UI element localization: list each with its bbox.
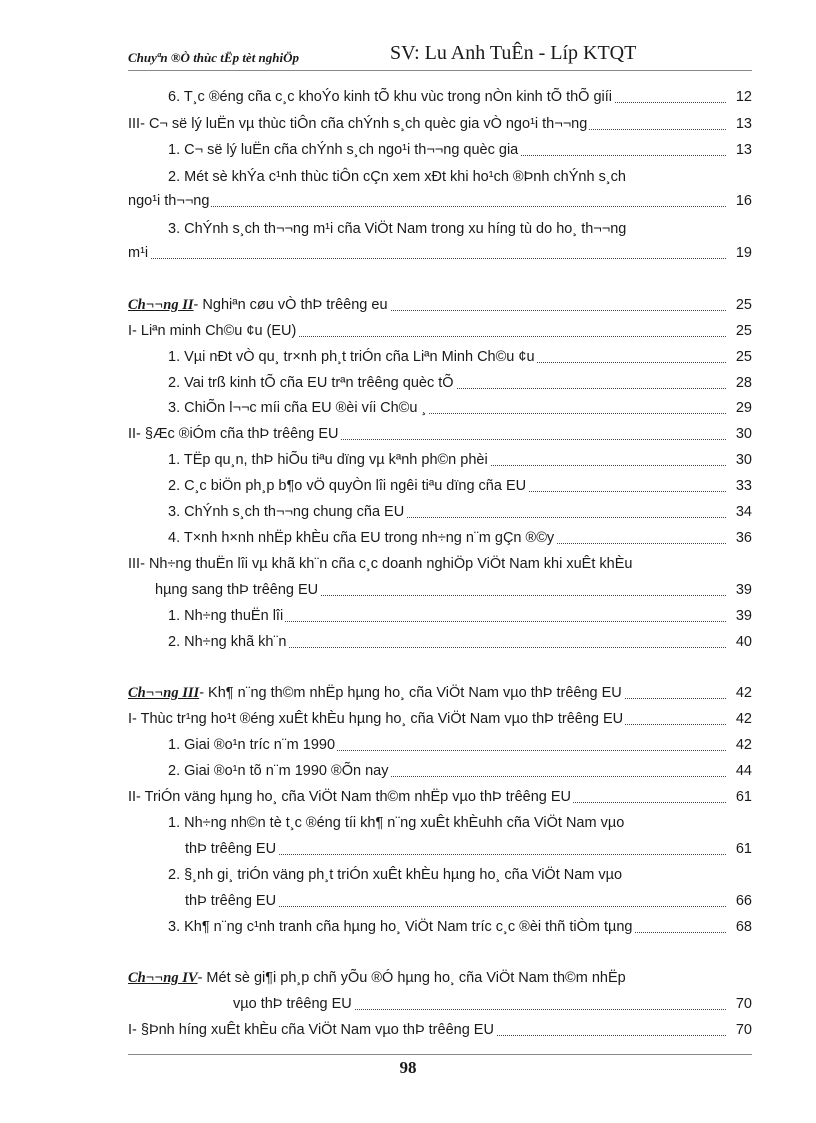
page-number: 98 [399,1058,417,1077]
toc-entry-page: 39 [733,579,752,601]
toc-entry-text: 1. Giai ®o¹n tríc n¨m 1990 [168,734,337,756]
page-header [128,44,750,70]
toc-entry [128,113,752,135]
header-rule [128,70,752,71]
toc-entry-text: - Mét sè gi¶i ph¸p chñ yÕu ®Ó hµng ho¸ cña ViÖt Nam th©m nhËp [197,970,626,986]
toc-entry [168,501,752,523]
toc-entry [168,605,752,627]
toc-entry-text: 2. Vai trß kinh tÕ cña EU trªn trêêng quèc tÕ [168,372,456,394]
toc-chapter-entry [128,682,752,704]
toc-entry [128,1019,752,1041]
toc-entry-text: 2. Nh÷ng khã kh¨n [168,631,288,653]
toc-entry [168,864,752,886]
toc-entry [168,139,752,161]
toc-entry-page: 70 [733,1019,752,1041]
toc-entry [128,786,752,808]
chapter-label: Ch¬¬ng II [128,297,194,313]
toc-entry [185,838,752,860]
toc-chapter-entry [128,967,752,989]
toc-entry-text: 1. Vµi nÐt vÒ qu¸ tr×nh ph¸t triÓn cña Liªn Minh Ch©u ¢u [168,346,537,368]
toc-entry-page: 68 [733,916,752,938]
toc-entry-text: 3. Kh¶ n¨ng c¹nh tranh cña hµng ho¸ ViÖt Nam tríc c¸c ®èi thñ tiÒm tµng [168,916,634,938]
toc-entry [128,423,752,445]
toc-entry-text: 2. C¸c biÖn ph¸p b¶o vÖ quyÒn lîi ngêi tiªu dïng cña EU [168,475,528,497]
toc-entry-text: thÞ trêêng EU [185,838,278,860]
toc-entry [155,579,752,601]
toc-entry-page: 34 [733,501,752,523]
header-author: SV: Lu Anh TuÊn - Líp KTQT [390,42,637,64]
toc-entry-page: 29 [733,397,752,419]
toc-entry [168,346,752,368]
toc-entry [168,475,752,497]
toc-entry [128,242,752,264]
toc-entry-page: 13 [733,139,752,161]
toc-entry-page: 30 [733,449,752,471]
header-left-title: Chuyªn ®Ò thùc tËp tèt nghiÖp [128,50,300,65]
toc-entry [128,190,752,212]
toc-entry-page: 25 [733,346,752,368]
toc-entry-page: 19 [733,242,752,264]
toc-entry-text: 1. Nh÷ng nh©n tè t¸c ®éng tíi kh¶ n¨ng xuÊt khÈuhh cña ViÖt Nam vµo [168,812,626,834]
toc-entry [128,320,752,342]
toc-entry-text: 6. T¸c ®éng cña c¸c khoÝo kinh tÕ khu vùc trong nÒn kinh tÕ thÕ giíi [168,86,614,108]
toc-entry-text: 3. ChiÕn l¬¬c míi cña EU ®èi víi Ch©u ¸ [168,397,428,419]
toc-entry-page: 33 [733,475,752,497]
toc-entry-text: I- Thùc tr¹ng ho¹t ®éng xuÊt khÈu hµng ho¸ cña ViÖt Nam vµo thÞ trêêng EU [128,708,625,730]
toc-entry-page: 16 [733,190,752,212]
toc-entry-text: ngo¹i th¬¬ng [128,190,211,212]
toc-entry [168,916,752,938]
toc-entry-text: 4. T×nh h×nh nhËp khÈu cña EU trong nh÷ng n¨m gÇn ®©y [168,527,556,549]
toc-entry-page: 42 [733,734,752,756]
toc-entry-page: 36 [733,527,752,549]
toc-entry-text: I- Liªn minh Ch©u ¢u (EU) [128,320,298,342]
toc-entry-text: vµo thÞ trêêng EU [233,993,354,1015]
toc-entry-text: 2. §¸nh gi¸ triÓn väng ph¸t triÓn xuÊt khÈu hµng ho¸ cña ViÖt Nam vµo [168,864,624,886]
toc-entry [168,218,752,240]
toc-entry-text: 3. ChÝnh s¸ch th¬¬ng chung cña EU [168,501,406,523]
toc-entry-text: II- §Æc ®iÓm cña thÞ trêêng EU [128,423,341,445]
toc-entry-text: III- Nh÷ng thuËn lîi vµ khã kh¨n cña c¸c doanh nghiÖp ViÖt Nam khi xuÊt khÈu [128,553,634,575]
toc-entry [168,397,752,419]
toc-chapter-entry [128,294,752,316]
toc-entry-page: 44 [733,760,752,782]
toc-entry-text: 2. Giai ®o¹n tõ n¨m 1990 ®Õn nay [168,760,390,782]
toc-entry-text: III- C¬ së lý luËn vµ thùc tiÔn cña chÝnh s¸ch quèc gia vÒ ngo¹i th¬¬ng [128,113,589,135]
toc-entry-text: - Nghiªn cøu vÒ thÞ trêêng eu [193,297,388,313]
toc-entry [185,890,752,912]
toc-entry-page: 61 [733,838,752,860]
toc-entry-text: - Kh¶ n¨ng th©m nhËp hµng ho¸ cña ViÖt Nam vµo thÞ trêêng EU [199,685,622,701]
toc-entry [168,372,752,394]
toc-entry-text: II- TriÓn väng hµng ho¸ cña ViÖt Nam th©m nhËp vµo thÞ trêêng EU [128,786,573,808]
toc-entry-text: 1. C¬ së lý luËn cña chÝnh s¸ch ngo¹i th¬¬ng quèc gia [168,139,520,161]
toc-entry [168,527,752,549]
footer-rule [128,1054,752,1055]
toc-entry [168,631,752,653]
toc-entry-text: 2. Mét sè khÝa c¹nh thùc tiÔn cÇn xem xÐt khi ho¹ch ®Þnh chÝnh s¸ch [168,166,628,188]
toc-entry-page: 42 [733,708,752,730]
toc-entry-text: hµng sang thÞ trêêng EU [155,579,320,601]
toc-entry [168,734,752,756]
toc-entry-text: I- §Þnh híng xuÊt khÈu cña ViÖt Nam vµo thÞ trêêng EU [128,1019,496,1041]
toc-entry-page: 70 [733,993,752,1015]
toc-entry-page: 25 [733,294,752,316]
toc-entry-text: 1. TËp qu¸n, thÞ hiÕu tiªu dïng vµ kªnh ph©n phèi [168,449,490,471]
chapter-label: Ch¬¬ng IV [128,970,198,986]
toc-entry-text: 1. Nh÷ng thuËn lîi [168,605,285,627]
toc-entry [233,993,752,1015]
toc-entry-page: 66 [733,890,752,912]
toc-entry-page: 12 [733,86,752,108]
toc-entry-page: 42 [733,682,752,704]
toc-entry [128,708,752,730]
toc-entry [168,166,752,188]
toc-entry [128,553,752,575]
toc-entry [168,86,752,108]
toc-entry-page: 61 [733,786,752,808]
toc-entry-page: 30 [733,423,752,445]
toc-entry-text: 3. ChÝnh s¸ch th¬¬ng m¹i cña ViÖt Nam trong xu híng tù do ho¸ th¬¬ng [168,218,628,240]
toc-entry-page: 28 [733,372,752,394]
toc-entry-page: 40 [733,631,752,653]
toc-entry-text: thÞ trêêng EU [185,890,278,912]
toc-entry-page: 39 [733,605,752,627]
toc-entry-text: m¹i [128,242,150,264]
chapter-label: Ch¬¬ng III [128,685,200,701]
toc-entry-page: 13 [733,113,752,135]
toc-entry-page: 25 [733,320,752,342]
toc-entry [168,449,752,471]
toc-entry [168,812,752,834]
toc-entry [168,760,752,782]
